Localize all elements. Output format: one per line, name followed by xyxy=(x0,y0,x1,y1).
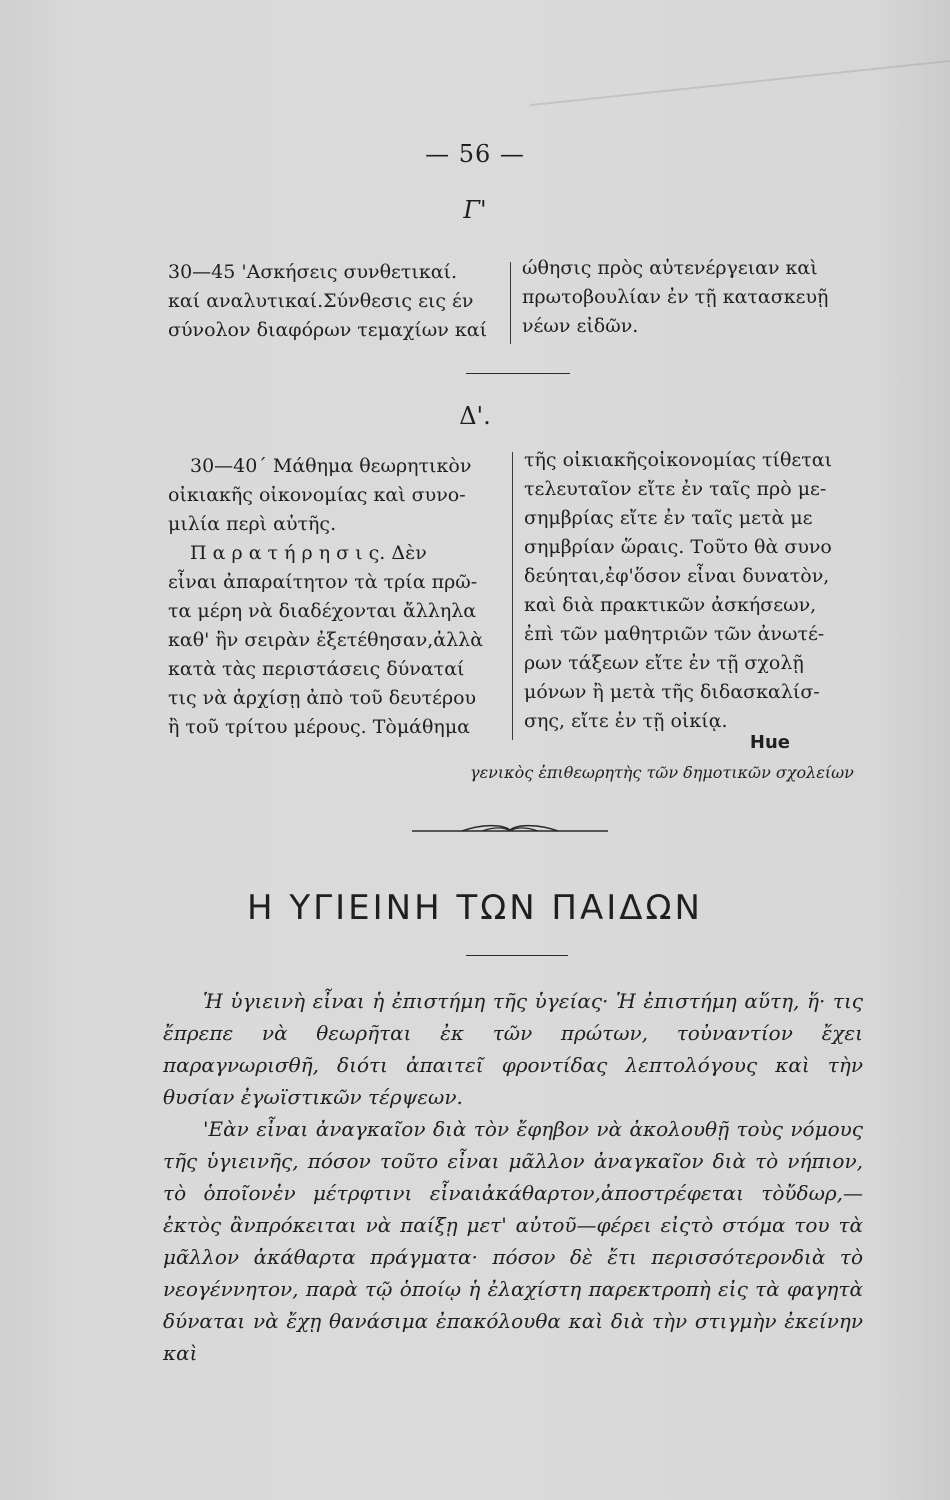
column-divider xyxy=(510,262,511,344)
text-line: τελευταῖον εἴτε ἐν ταῖς πρὸ με- xyxy=(524,478,827,500)
section-g-left-column xyxy=(168,258,487,345)
text-line: 30—45 'Ασκήσεις συνθετικαί. xyxy=(168,261,458,283)
page-number: — 56 — xyxy=(425,140,525,168)
text-line: μόνων ἢ μετὰ τῆς διδασκαλίσ- xyxy=(524,681,820,703)
text-line: τα μέρη νὰ διαδέχονται ἄλληλα xyxy=(168,600,477,622)
text-line: κατὰ τὰς περιστάσεις δύναταί xyxy=(168,658,465,680)
text-line: καὶ διὰ πρακτικῶν ἀσκήσεων, xyxy=(524,594,817,616)
text-line: δεύηται,ἐφ'ὅσον εἶναι δυνατὸν, xyxy=(524,565,830,587)
text-line: ἐπὶ τῶν μαθητριῶν τῶν ἀνωτέ- xyxy=(524,623,825,645)
section-d-left-column xyxy=(168,452,483,742)
folded-corner-shadow xyxy=(530,0,950,106)
text-line: οἰκιακῆς οἰκονομίας καὶ συνο- xyxy=(168,484,466,506)
section-heading-g: Γ' xyxy=(463,196,487,224)
article-title: Η ΥΓΙΕΙΝΗ ΤΩΝ ΠΑΙΔΩΝ xyxy=(247,888,703,928)
text-line: σημβρίας εἴτε ἐν ταῖς μετὰ με xyxy=(524,507,813,529)
text-line: πρωτοβουλίαν ἐν τῇ κατασκευῇ xyxy=(522,286,829,308)
text-line: σης, εἴτε ἐν τῇ οἰκίᾳ. xyxy=(524,710,728,732)
text-line: ρων τάξεων εἴτε ἐν τῇ σχολῇ xyxy=(524,652,804,674)
article-paragraph: Ἡ ὑγιεινὴ εἶναι ἡ ἐπιστήμη τῆς ὑγείας· Ἡ ἐπιστήμη αὕτη, ἥ· τις ἔπρεπε νὰ θεωρῆται ἐκ τῶν πρώτων, τοὐναντίον ἔχει παραγνωρισθῆ, διότι ἀπαιτεῖ φροντίδας λεπτολόγους καὶ τὴν θυσίαν ἐγωϊστικῶν τέρψεων. xyxy=(163,989,863,1109)
text-line: ώθησις πρὸς αὐτενέργειαν καὶ xyxy=(522,257,818,279)
text-line: ἢ τοῦ τρίτου μέρους. Τὸμάθημα xyxy=(168,716,470,738)
section-separator xyxy=(466,373,570,374)
text-line: τις νὰ ἀρχίσῃ ἀπὸ τοῦ δευτέρου xyxy=(168,687,477,709)
article-body xyxy=(163,985,863,1369)
ornamental-divider-icon xyxy=(412,822,608,836)
text-line: μιλία περὶ αὐτῆς. xyxy=(168,513,337,535)
section-d-right-column xyxy=(524,446,832,736)
text-line: καί αναλυτικαί.Σύνθεσις εις έν xyxy=(168,290,474,312)
text-line: 30—40΄ Μάθημα θεωρητικὸν xyxy=(190,455,472,477)
text-line: εἶναι ἀπαραίτητον τὰ τρία πρῶ- xyxy=(168,571,478,593)
section-heading-d: Δ'. xyxy=(459,402,491,430)
text-line: σημβρίαν ὥραις. Τοῦτο θὰ συνο xyxy=(524,536,832,558)
column-divider xyxy=(512,452,513,740)
text-line: τῆς οἰκιακῆςοἰκονομίας τίθεται xyxy=(524,449,833,471)
article-paragraph: 'Εὰν εἶναι ἀναγκαῖον διὰ τὸν ἔφηβον νὰ ἀκολουθῇ τοὺς νόμους τῆς ὑγιεινῆς, πόσον τοῦτο εἶναι μᾶλλον ἀναγκαῖον διὰ τὸ νήπιον, τὸ ὁποῖονἐν μέτρφτινι εἶναιἀκάθαρτον,ἀποστρέφεται τὸὔδωρ,—ἐκτὸς ἂνπρόκειται νὰ παίξῃ μετ' αὐτοῦ—φέρει εἰςτὸ στόμα του τὰ μᾶλλον ἀκάθαρτα πράγματα· πόσον δὲ ἔτι περισσότερονδιὰ τὸ νεογέννητον, παρὰ τῷ ὁποίῳ ἡ ἐλαχίστη παρεκτροπὴ εἰς τὰ φαγητὰ δύναται νὰ ἔχῃ θανάσιμα ἐπακόλουθα καὶ διὰ τὴν στιγμὴν ἐκείνην καὶ xyxy=(163,1117,863,1365)
text-line: καθ' ἣν σειρὰν ἐξετέθησαν,ἀλλὰ xyxy=(168,629,484,651)
section-g-right-column xyxy=(522,254,828,341)
text-line: σύνολον διαφόρων τεμαχίων καί xyxy=(168,319,488,341)
text-line: Π α ρ α τ ή ρ η σ ι ς. Δὲν xyxy=(190,542,427,564)
text-line: νέων εἰδῶν. xyxy=(522,315,639,337)
signature-name: Hue xyxy=(749,732,790,753)
title-underline xyxy=(466,955,568,956)
signature-title: γενικὸς ἐπιθεωρητὴς τῶν δημοτικῶν σχολείων xyxy=(470,763,854,782)
